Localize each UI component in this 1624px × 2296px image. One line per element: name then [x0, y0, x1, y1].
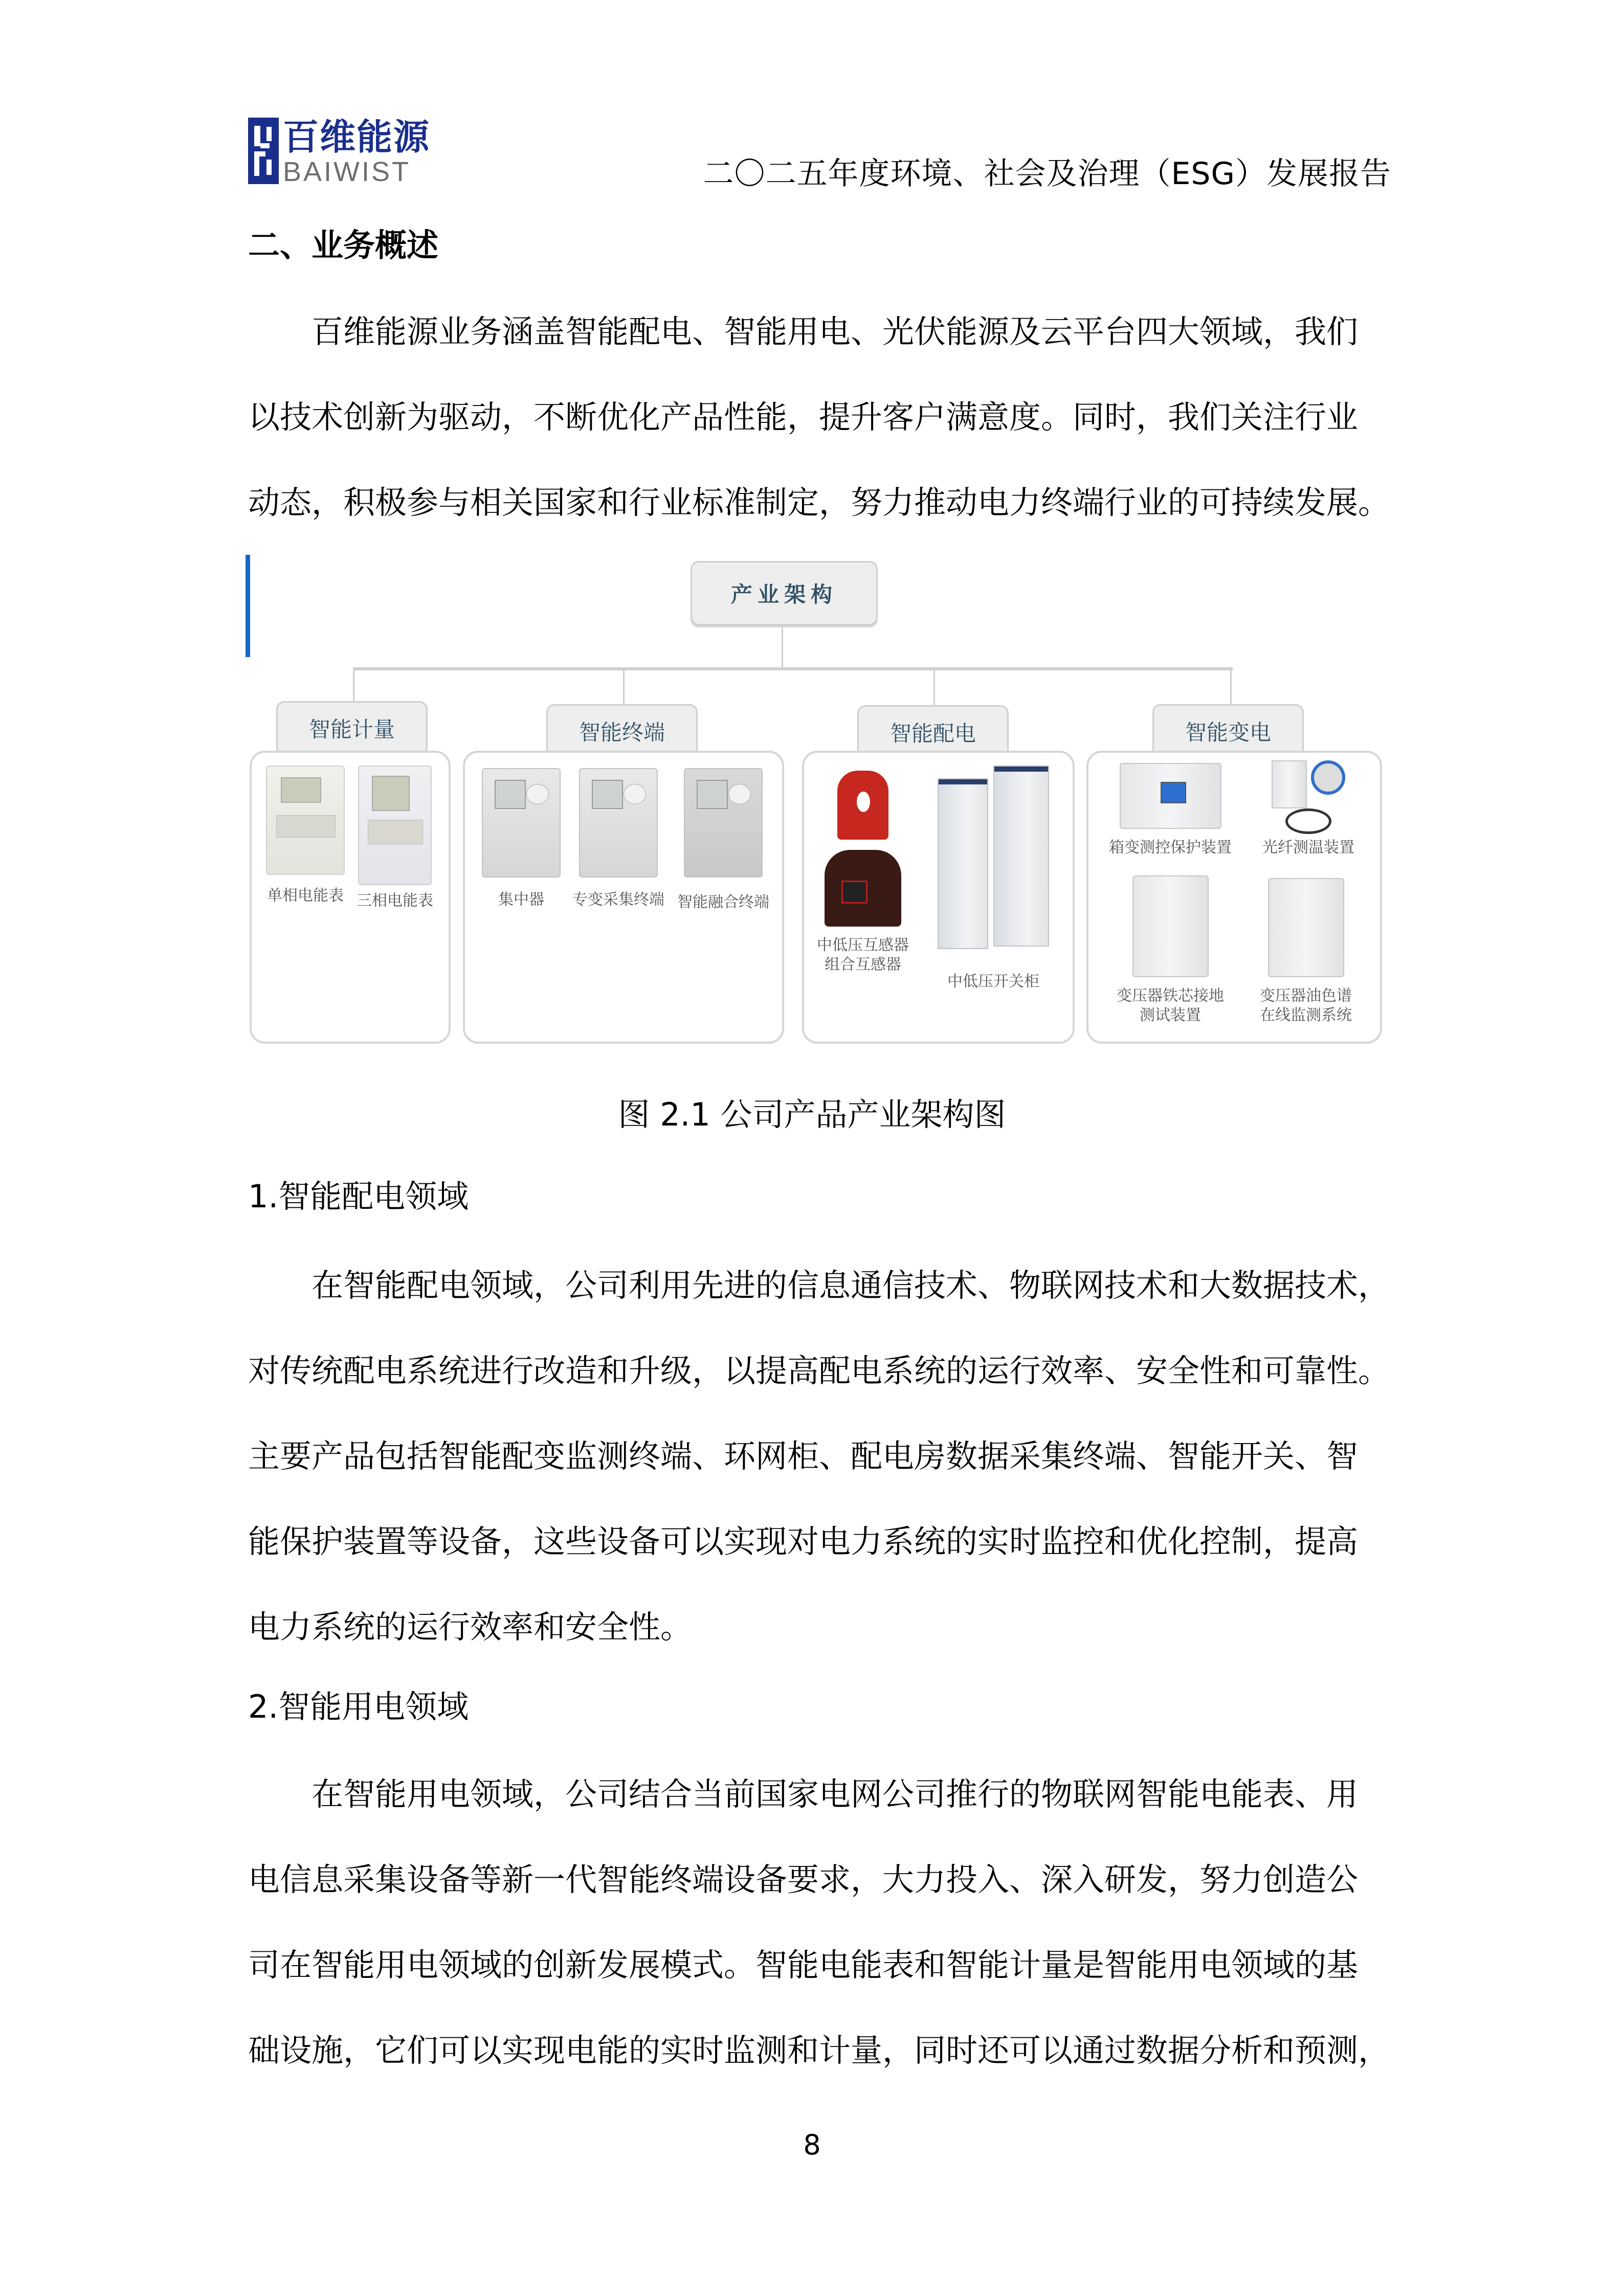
- page-number: 8: [803, 2129, 821, 2161]
- concentrator-image: [482, 768, 561, 877]
- single-phase-meter-image: [266, 766, 345, 875]
- transformer-label: 中低压互感器 组合互感器: [817, 936, 909, 974]
- product-oil-chromatography: 变压器油色谱 在线监测系统: [1242, 878, 1370, 1025]
- connector-line: [623, 670, 625, 706]
- paragraph-line: 对传统配电系统进行改造和升级，以提高配电系统的运行效率、安全性和可靠性。: [248, 1352, 1390, 1389]
- subsection-title-distribution: 1.智能配电领域: [248, 1178, 469, 1215]
- root-node: 产业架构: [691, 561, 878, 625]
- product-three-phase-meter: 三相电能表: [351, 766, 438, 911]
- switchgear-cabinet-image: [993, 766, 1049, 947]
- oil-chromatography-image: [1268, 878, 1344, 977]
- product-box-transformer-protection: 箱变测控保护装置: [1101, 763, 1239, 858]
- category-node-terminal: 智能终端: [546, 704, 698, 758]
- smart-fusion-terminal-image: [684, 768, 763, 877]
- connector-line: [1230, 670, 1232, 706]
- intro-line: 百维能源业务涵盖智能配电、智能用电、光伏能源及云平台四大领域，我们: [312, 313, 1359, 350]
- connector-line: [782, 624, 783, 669]
- logo-english-name: BAIWIST: [283, 156, 411, 187]
- subsection-title-consumption: 2.智能用电领域: [248, 1688, 469, 1725]
- product-architecture-diagram: [246, 555, 1394, 1046]
- current-transformer-image: [837, 771, 888, 840]
- paragraph-line: 司在智能用电领域的创新发展模式。智能电能表和智能计量是智能用电领域的基: [248, 1946, 1359, 1984]
- connector-line: [353, 667, 1233, 670]
- category-card-distribution: [802, 751, 1075, 1044]
- accent-bar: [246, 555, 250, 657]
- company-logo: [248, 117, 478, 188]
- product-fiber-temperature: 光纤测温装置: [1247, 760, 1370, 858]
- category-node-distribution: 智能配电: [857, 705, 1009, 759]
- distribution-paragraph: [248, 1243, 1391, 1670]
- report-title: 二〇二五年度环境、社会及治理（ESG）发展报告: [703, 156, 1391, 192]
- category-node-substation: 智能变电: [1152, 704, 1304, 758]
- core-grounding-tester-image: [1132, 875, 1209, 977]
- connector-line: [933, 670, 935, 707]
- category-card-terminal: [463, 751, 784, 1044]
- intro-line: 动态，积极参与相关国家和行业标准制定，努力推动电力终端行业的可持续发展。: [248, 484, 1390, 521]
- category-node-metering: 智能计量: [276, 701, 428, 755]
- fiber-temp-device-image: [1272, 760, 1307, 808]
- paragraph-line: 主要产品包括智能配变监测终端、环网柜、配电房数据采集终端、智能开关、智: [248, 1437, 1359, 1475]
- product-concentrator: 集中器: [475, 768, 567, 910]
- connector-line: [353, 670, 354, 703]
- fiber-coil-image: [1311, 760, 1345, 795]
- intro-paragraph: [248, 289, 1391, 545]
- special-transformer-terminal-image: [579, 768, 658, 877]
- paragraph-line: 电信息采集设备等新一代智能终端设备要求，大力投入、深入研发，努力创造公: [248, 1861, 1359, 1898]
- product-transformer: [814, 771, 911, 975]
- paragraph-line: 电力系统的运行效率和安全性。: [248, 1608, 693, 1646]
- category-card-substation: [1086, 751, 1382, 1044]
- figure-caption: 图 2.1 公司产品产业架构图: [618, 1096, 1006, 1133]
- product-special-transformer-terminal: 专变采集终端: [567, 768, 670, 910]
- product-smart-fusion-terminal: 智能融合终端: [670, 768, 777, 912]
- product-core-grounding-tester: 变压器铁芯接地 测试装置: [1109, 875, 1232, 1025]
- section-heading: 二、业务概述: [248, 227, 439, 264]
- product-single-phase-meter: 单相电能表: [262, 766, 349, 906]
- intro-line: 以技术创新为驱动，不断优化产品性能，提升客户满意度。同时，我们关注行业: [248, 398, 1359, 436]
- three-phase-meter-image: [358, 766, 432, 885]
- baiwist-logo-icon: [248, 118, 279, 184]
- product-switchgear: 中低压开关柜: [927, 766, 1060, 992]
- switchgear-cabinet-image: [938, 778, 988, 949]
- box-transformer-protection-image: [1120, 763, 1221, 829]
- logo-chinese-name: 百维能源: [283, 116, 430, 158]
- consumption-paragraph: [248, 1751, 1391, 2093]
- paragraph-line: 在智能配电领域，公司利用先进的信息通信技术、物联网技术和大数据技术，: [312, 1267, 1390, 1304]
- paragraph-line: 能保护装置等设备，这些设备可以实现对电力系统的实时监控和优化控制，提高: [248, 1523, 1359, 1560]
- category-card-metering: [250, 751, 451, 1044]
- fiber-cable-image: [1285, 808, 1331, 834]
- combined-transformer-image: [825, 850, 901, 927]
- paragraph-line: 在智能用电领域，公司结合当前国家电网公司推行的物联网智能电能表、用: [312, 1775, 1359, 1813]
- paragraph-line: 础设施，它们可以实现电能的实时监测和计量，同时还可以通过数据分析和预测，: [248, 2032, 1390, 2069]
